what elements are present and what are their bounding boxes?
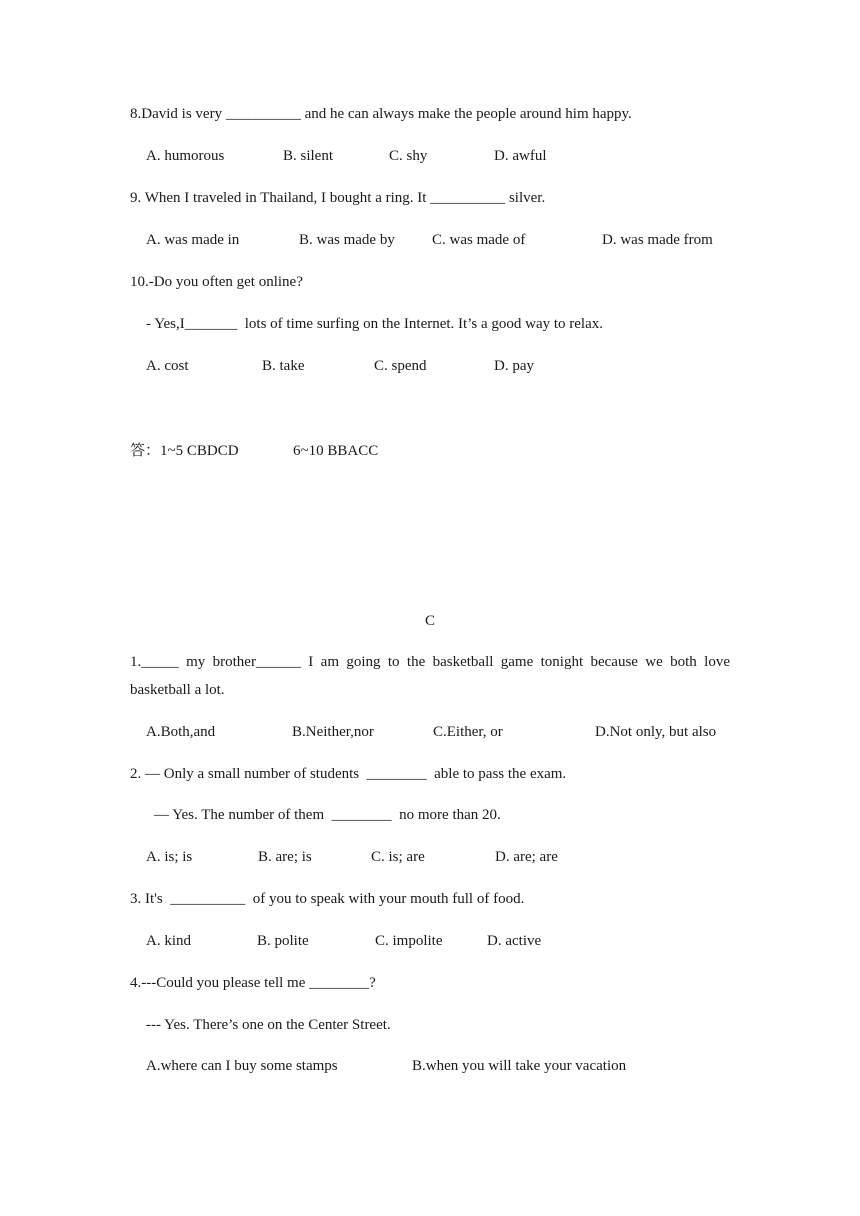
c-question-4-stem: 4.---Could you please tell me ________? [130,975,376,991]
c-question-1-stem-line2: basketball a lot. [130,682,225,698]
c-question-3-option-c: C. impolite [375,933,443,949]
c-question-1-option-b: B.Neither,nor [292,724,374,740]
c-question-2-option-c: C. is; are [371,849,425,865]
question-10-option-d: D. pay [494,358,534,374]
question-9-option-b: B. was made by [299,232,395,248]
answer-key-first: 答：1~5 CBDCD [130,443,239,459]
c-question-3-stem: 3. It's __________ of you to speak with your mouth full of food. [130,891,525,907]
c-question-2-stem: 2. — Only a small number of students ________ able to pass the exam. [130,766,567,782]
question-8-option-b: B. silent [283,148,334,164]
question-9-option-c: C. was made of [432,232,526,248]
question-8-option-a: A. humorous [146,148,225,164]
question-10-option-a: A. cost [146,358,189,374]
answer-key-second: 6~10 BBACC [293,443,379,459]
c-question-2-option-d: D. are; are [495,849,558,865]
c-question-4-reply: --- Yes. There’s one on the Center Street. [146,1017,391,1033]
c-question-4-option-b: B.when you will take your vacation [412,1058,627,1074]
c-question-4-option-a: A.where can I buy some stamps [146,1058,338,1074]
section-title: C [424,613,435,629]
question-9-option-d: D. was made from [602,232,713,248]
question-8-option-c: C. shy [389,148,428,164]
question-10-stem: 10.-Do you often get online? [130,274,303,290]
question-10-option-c: C. spend [374,358,427,374]
c-question-1-stem-line1: 1._____ my brother______ I am going to the basketball game tonight because we both love [130,654,730,670]
question-10-reply: - Yes,I_______ lots of time surfing on the Internet. It’s a good way to relax. [146,316,604,332]
question-8-option-d: D. awful [494,148,547,164]
c-question-3-option-d: D. active [487,933,542,949]
c-question-2-reply: — Yes. The number of them ________ no more than 20. [154,807,501,823]
c-question-1-option-d: D.Not only, but also [595,724,717,740]
c-question-1-option-a: A.Both,and [146,724,216,740]
question-9-stem: 9. When I traveled in Thailand, I bought a ring. It __________ silver. [130,190,546,206]
question-8-stem: 8.David is very __________ and he can always make the people around him happy. [130,106,632,122]
c-question-1-option-c: C.Either, or [433,724,503,740]
c-question-2-option-b: B. are; is [258,849,312,865]
c-question-3-option-a: A. kind [146,933,191,949]
question-10-option-b: B. take [262,358,305,374]
c-question-3-option-b: B. polite [257,933,309,949]
c-question-2-option-a: A. is; is [146,849,193,865]
question-9-option-a: A. was made in [146,232,240,248]
